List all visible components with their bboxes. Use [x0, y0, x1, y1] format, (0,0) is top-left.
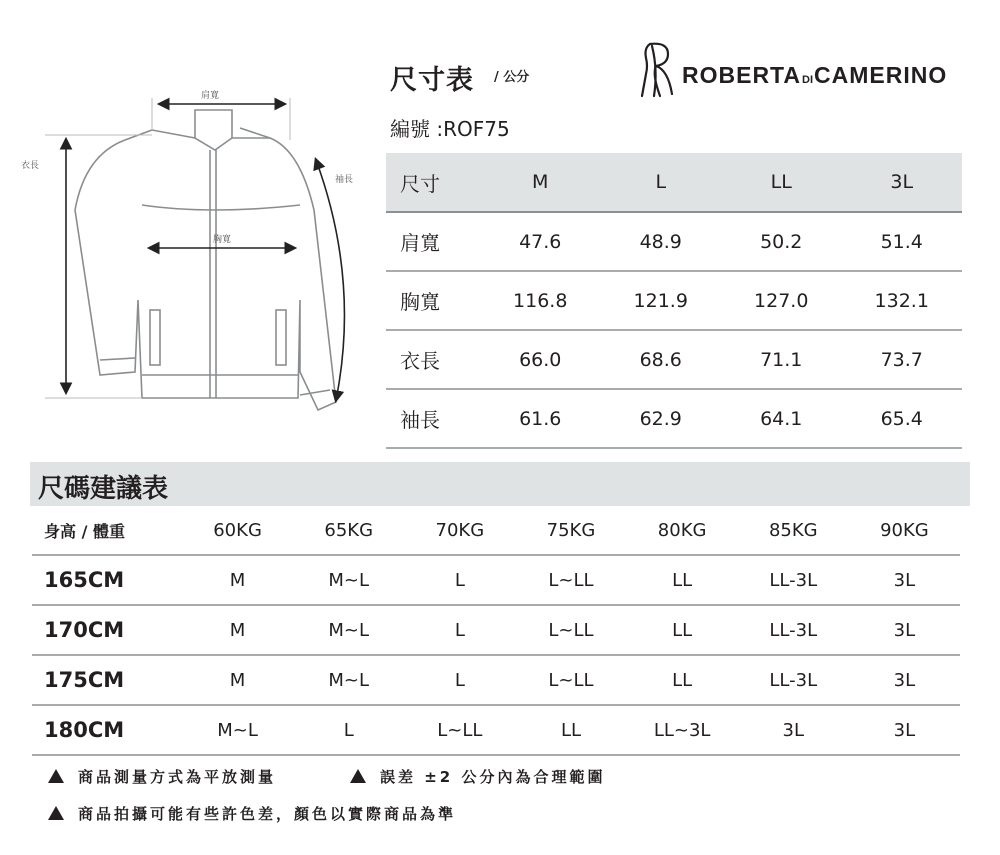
- table-cell: LL~3L: [653, 719, 711, 741]
- model-number: 編號 :ROF75: [390, 117, 510, 141]
- header-cell: 75KG: [546, 519, 596, 541]
- triangle-bullet-icon: [48, 806, 64, 820]
- measurement-header-row: [386, 153, 962, 212]
- header-cell: 80KG: [657, 519, 707, 541]
- triangle-bullet-icon: [350, 769, 366, 783]
- header-cell: 85KG: [768, 519, 818, 541]
- sleeve-label: 袖長: [334, 175, 354, 185]
- shoulder-label: 肩寬: [200, 91, 220, 101]
- row-label: 165CM: [44, 568, 125, 592]
- measurement-table: [386, 153, 962, 449]
- jacket-diagram: [0, 60, 380, 420]
- table-row: [386, 212, 962, 271]
- brand-name-part2: CAMERINO: [814, 62, 948, 88]
- table-cell: LL: [672, 569, 693, 591]
- table-cell: LL-3L: [769, 569, 818, 591]
- table-cell: M~L: [217, 719, 258, 741]
- row-label: 衣長: [400, 349, 440, 373]
- table-cell: 3L: [893, 619, 916, 641]
- header-cell: 身高 / 體重: [44, 521, 125, 541]
- header-cell: M: [480, 153, 601, 212]
- table-cell: 71.1: [760, 348, 803, 371]
- table-cell: 62.9: [639, 407, 682, 430]
- table-cell: L: [454, 669, 465, 691]
- scarf-r-logo-icon: [638, 40, 678, 100]
- brand-name: [682, 62, 947, 89]
- table-cell: L: [454, 569, 465, 591]
- row-label: 胸寬: [400, 290, 440, 314]
- table-cell: 47.6: [519, 230, 562, 253]
- table-cell: 51.4: [880, 230, 923, 253]
- triangle-bullet-icon: [48, 769, 64, 783]
- table-row: [386, 330, 962, 389]
- header-cell: 70KG: [435, 519, 485, 541]
- table-cell: M~L: [328, 669, 370, 691]
- table-cell: 3L: [893, 569, 916, 591]
- chest-label: 胸寬: [212, 235, 232, 245]
- recommend-title: 尺碼建議表: [38, 474, 169, 504]
- table-cell: LL: [672, 669, 693, 691]
- row-label: 肩寬: [400, 231, 440, 255]
- note-tolerance: [350, 766, 605, 787]
- note-color: [48, 803, 456, 824]
- size-recommend-table: [32, 506, 960, 756]
- table-cell: LL: [672, 619, 693, 641]
- brand-name-di: DI: [802, 74, 814, 86]
- unit-label: / 公分: [494, 70, 530, 85]
- note-measurement: [48, 766, 276, 787]
- note-text: 商品測量方式為平放測量: [78, 768, 277, 786]
- length-label: 衣長: [20, 161, 40, 171]
- table-cell: 3L: [782, 719, 805, 741]
- brand-name-part1: ROBERTA: [682, 62, 802, 88]
- note-text: 誤差 ±2 公分內為合理範圍: [380, 768, 606, 786]
- page-title: 尺寸表: [390, 65, 474, 96]
- header-cell: LL: [721, 153, 842, 212]
- header-cell: 60KG: [213, 519, 262, 541]
- table-cell: 121.9: [633, 289, 688, 312]
- table-cell: L~LL: [548, 619, 594, 641]
- table-cell: M: [229, 669, 246, 691]
- table-cell: 132.1: [874, 289, 929, 312]
- table-cell: LL-3L: [769, 669, 818, 691]
- table-row: [32, 555, 960, 605]
- table-cell: 73.7: [880, 348, 923, 371]
- row-label: 170CM: [44, 618, 125, 642]
- table-row: [32, 705, 960, 755]
- table-cell: 116.8: [513, 289, 568, 312]
- table-cell: 127.0: [754, 289, 809, 312]
- header-cell: 90KG: [880, 519, 929, 541]
- row-label: 180CM: [44, 718, 125, 742]
- recommend-header-row: [32, 506, 960, 555]
- table-cell: 65.4: [880, 407, 923, 430]
- table-cell: L~LL: [548, 669, 594, 691]
- table-row: [32, 605, 960, 655]
- table-cell: 66.0: [519, 348, 562, 371]
- header-cell: L: [601, 153, 722, 212]
- table-cell: 64.1: [760, 407, 803, 430]
- row-label: 袖長: [400, 408, 440, 432]
- table-cell: L: [454, 619, 465, 641]
- table-cell: L: [343, 719, 354, 741]
- table-cell: L~LL: [548, 569, 594, 591]
- header-cell: 3L: [842, 153, 963, 212]
- header-cell: 65KG: [324, 519, 374, 541]
- table-cell: LL: [560, 719, 582, 741]
- table-cell: 3L: [893, 719, 916, 741]
- note-text: 商品拍攝可能有些許色差，顏色以實際商品為準: [78, 805, 457, 823]
- table-row: [386, 271, 962, 330]
- table-row: [32, 655, 960, 705]
- table-row: [386, 389, 962, 448]
- table-cell: 50.2: [760, 230, 803, 253]
- table-cell: LL-3L: [769, 619, 818, 641]
- table-cell: M: [229, 569, 246, 591]
- recommend-banner: [30, 462, 970, 506]
- table-cell: M~L: [328, 619, 370, 641]
- table-cell: 68.6: [639, 348, 682, 371]
- table-cell: M: [229, 619, 246, 641]
- table-cell: 3L: [893, 669, 916, 691]
- row-label: 175CM: [44, 668, 125, 692]
- table-cell: 48.9: [639, 230, 682, 253]
- header-cell: 尺寸: [386, 153, 480, 212]
- table-cell: L~LL: [437, 719, 483, 741]
- table-cell: M~L: [328, 569, 370, 591]
- table-cell: 61.6: [519, 407, 562, 430]
